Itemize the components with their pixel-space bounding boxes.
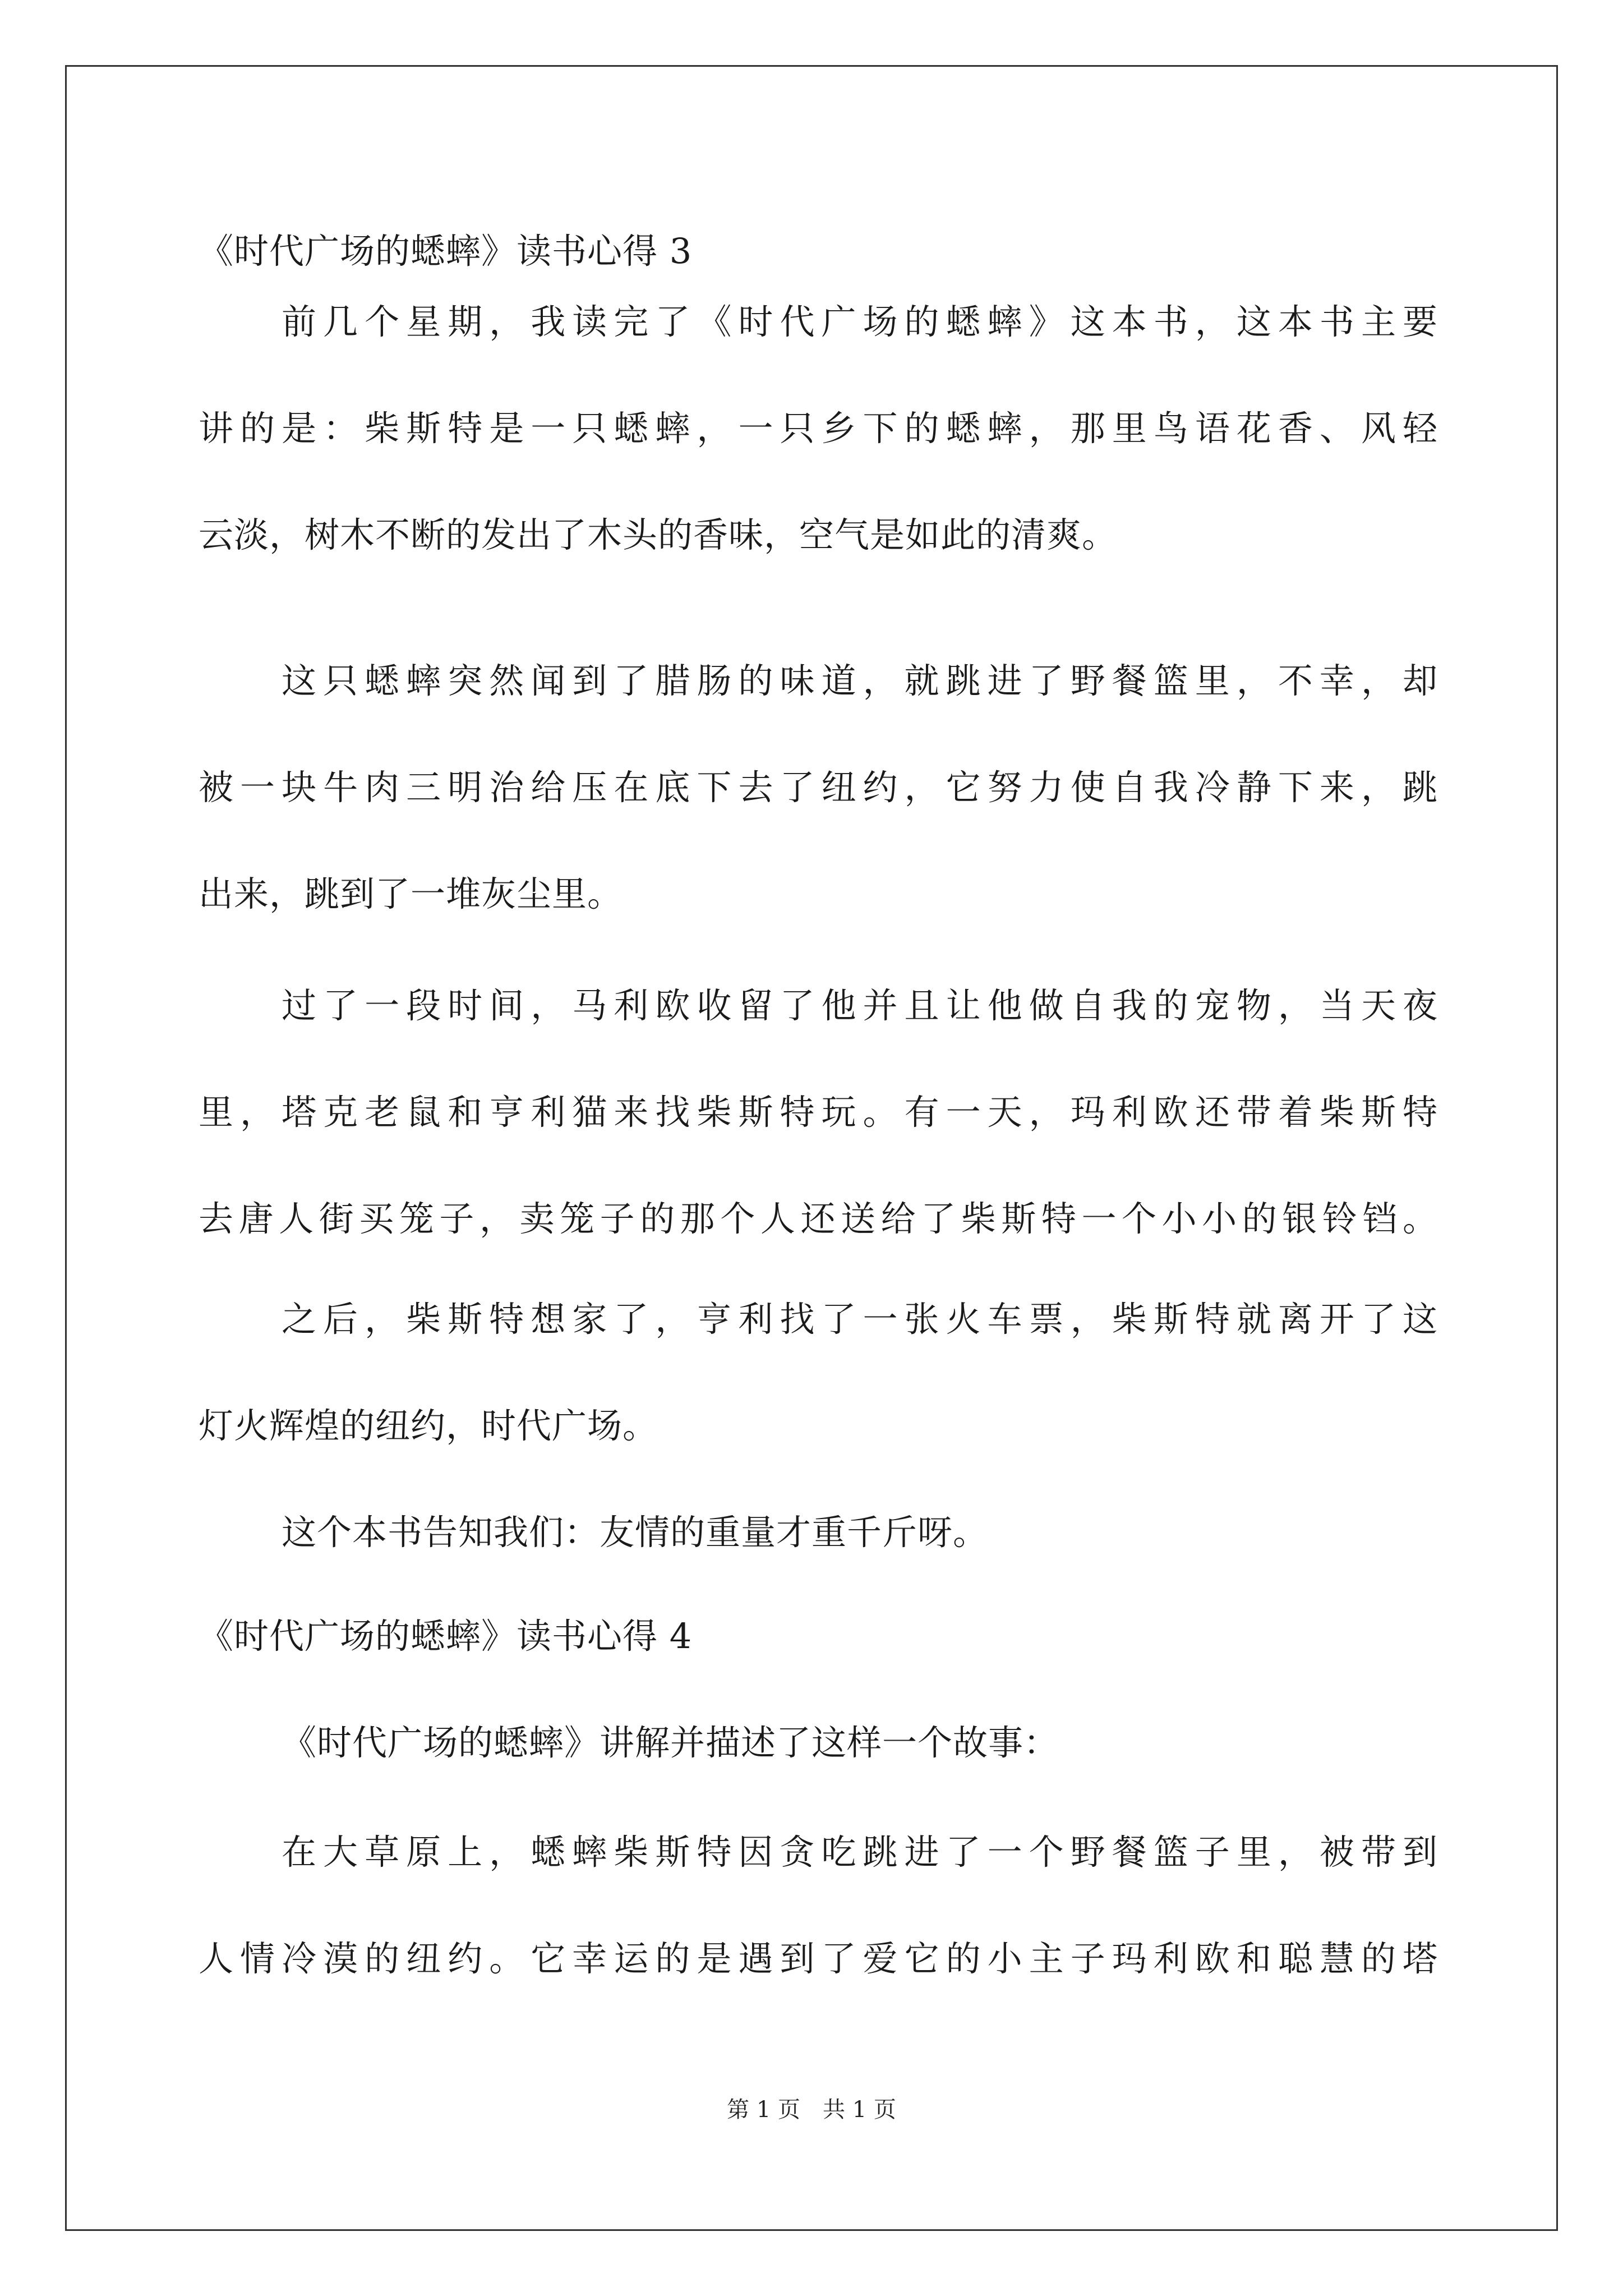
paragraph-line: 人情冷漠的纽约。它幸运的是遇到了爱它的小主子玛利欧和聪慧的塔 [199,1938,1438,1979]
paragraph-line: 讲的是：柴斯特是一只蟋蟀，一只乡下的蟋蟀，那里鸟语花香、风轻 [199,408,1438,449]
paragraph-line: 云淡，树木不断的发出了木头的香味，空气是如此的清爽。 [199,514,1118,555]
section-3-title: 《时代广场的蟋蟀》读书心得 3 [199,231,693,272]
paragraph-line: 里，塔克老鼠和亨利猫来找柴斯特玩。有一天，玛利欧还带着柴斯特 [199,1092,1438,1133]
paragraph-line: 前几个星期，我读完了《时代广场的蟋蟀》这本书，这本书主要 [282,301,1438,342]
paragraph-line: 去唐人街买笼子，卖笼子的那个人还送给了柴斯特一个小小的银铃铛。 [199,1198,1438,1239]
paragraph-line: 《时代广场的蟋蟀》讲解并描述了这样一个故事： [282,1722,1059,1763]
section-4-title: 《时代广场的蟋蟀》读书心得 4 [199,1616,693,1657]
page-number-footer: 第 1 页 共 1 页 [727,2097,896,2123]
paragraph-line: 之后，柴斯特想家了，亨利找了一张火车票，柴斯特就离开了这 [282,1299,1438,1340]
paragraph-line: 这个本书告知我们：友情的重量才重千斤呀。 [282,1512,989,1553]
paragraph-line: 出来，跳到了一堆灰尘里。 [199,873,623,914]
paragraph-line: 在大草原上，蟋蟀柴斯特因贪吃跳进了一个野餐篮子里，被带到 [282,1832,1438,1872]
paragraph-line: 过了一段时间，马利欧收留了他并且让他做自我的宠物，当天夜 [282,985,1438,1026]
paragraph-line: 这只蟋蟀突然闻到了腊肠的味道，就跳进了野餐篮里，不幸，却 [282,660,1438,701]
paragraph-line: 灯火辉煌的纽约，时代广场。 [199,1405,658,1446]
page-frame [65,65,1558,2231]
paragraph-line: 被一块牛肉三明治给压在底下去了纽约，它努力使自我冷静下来，跳 [199,767,1438,808]
